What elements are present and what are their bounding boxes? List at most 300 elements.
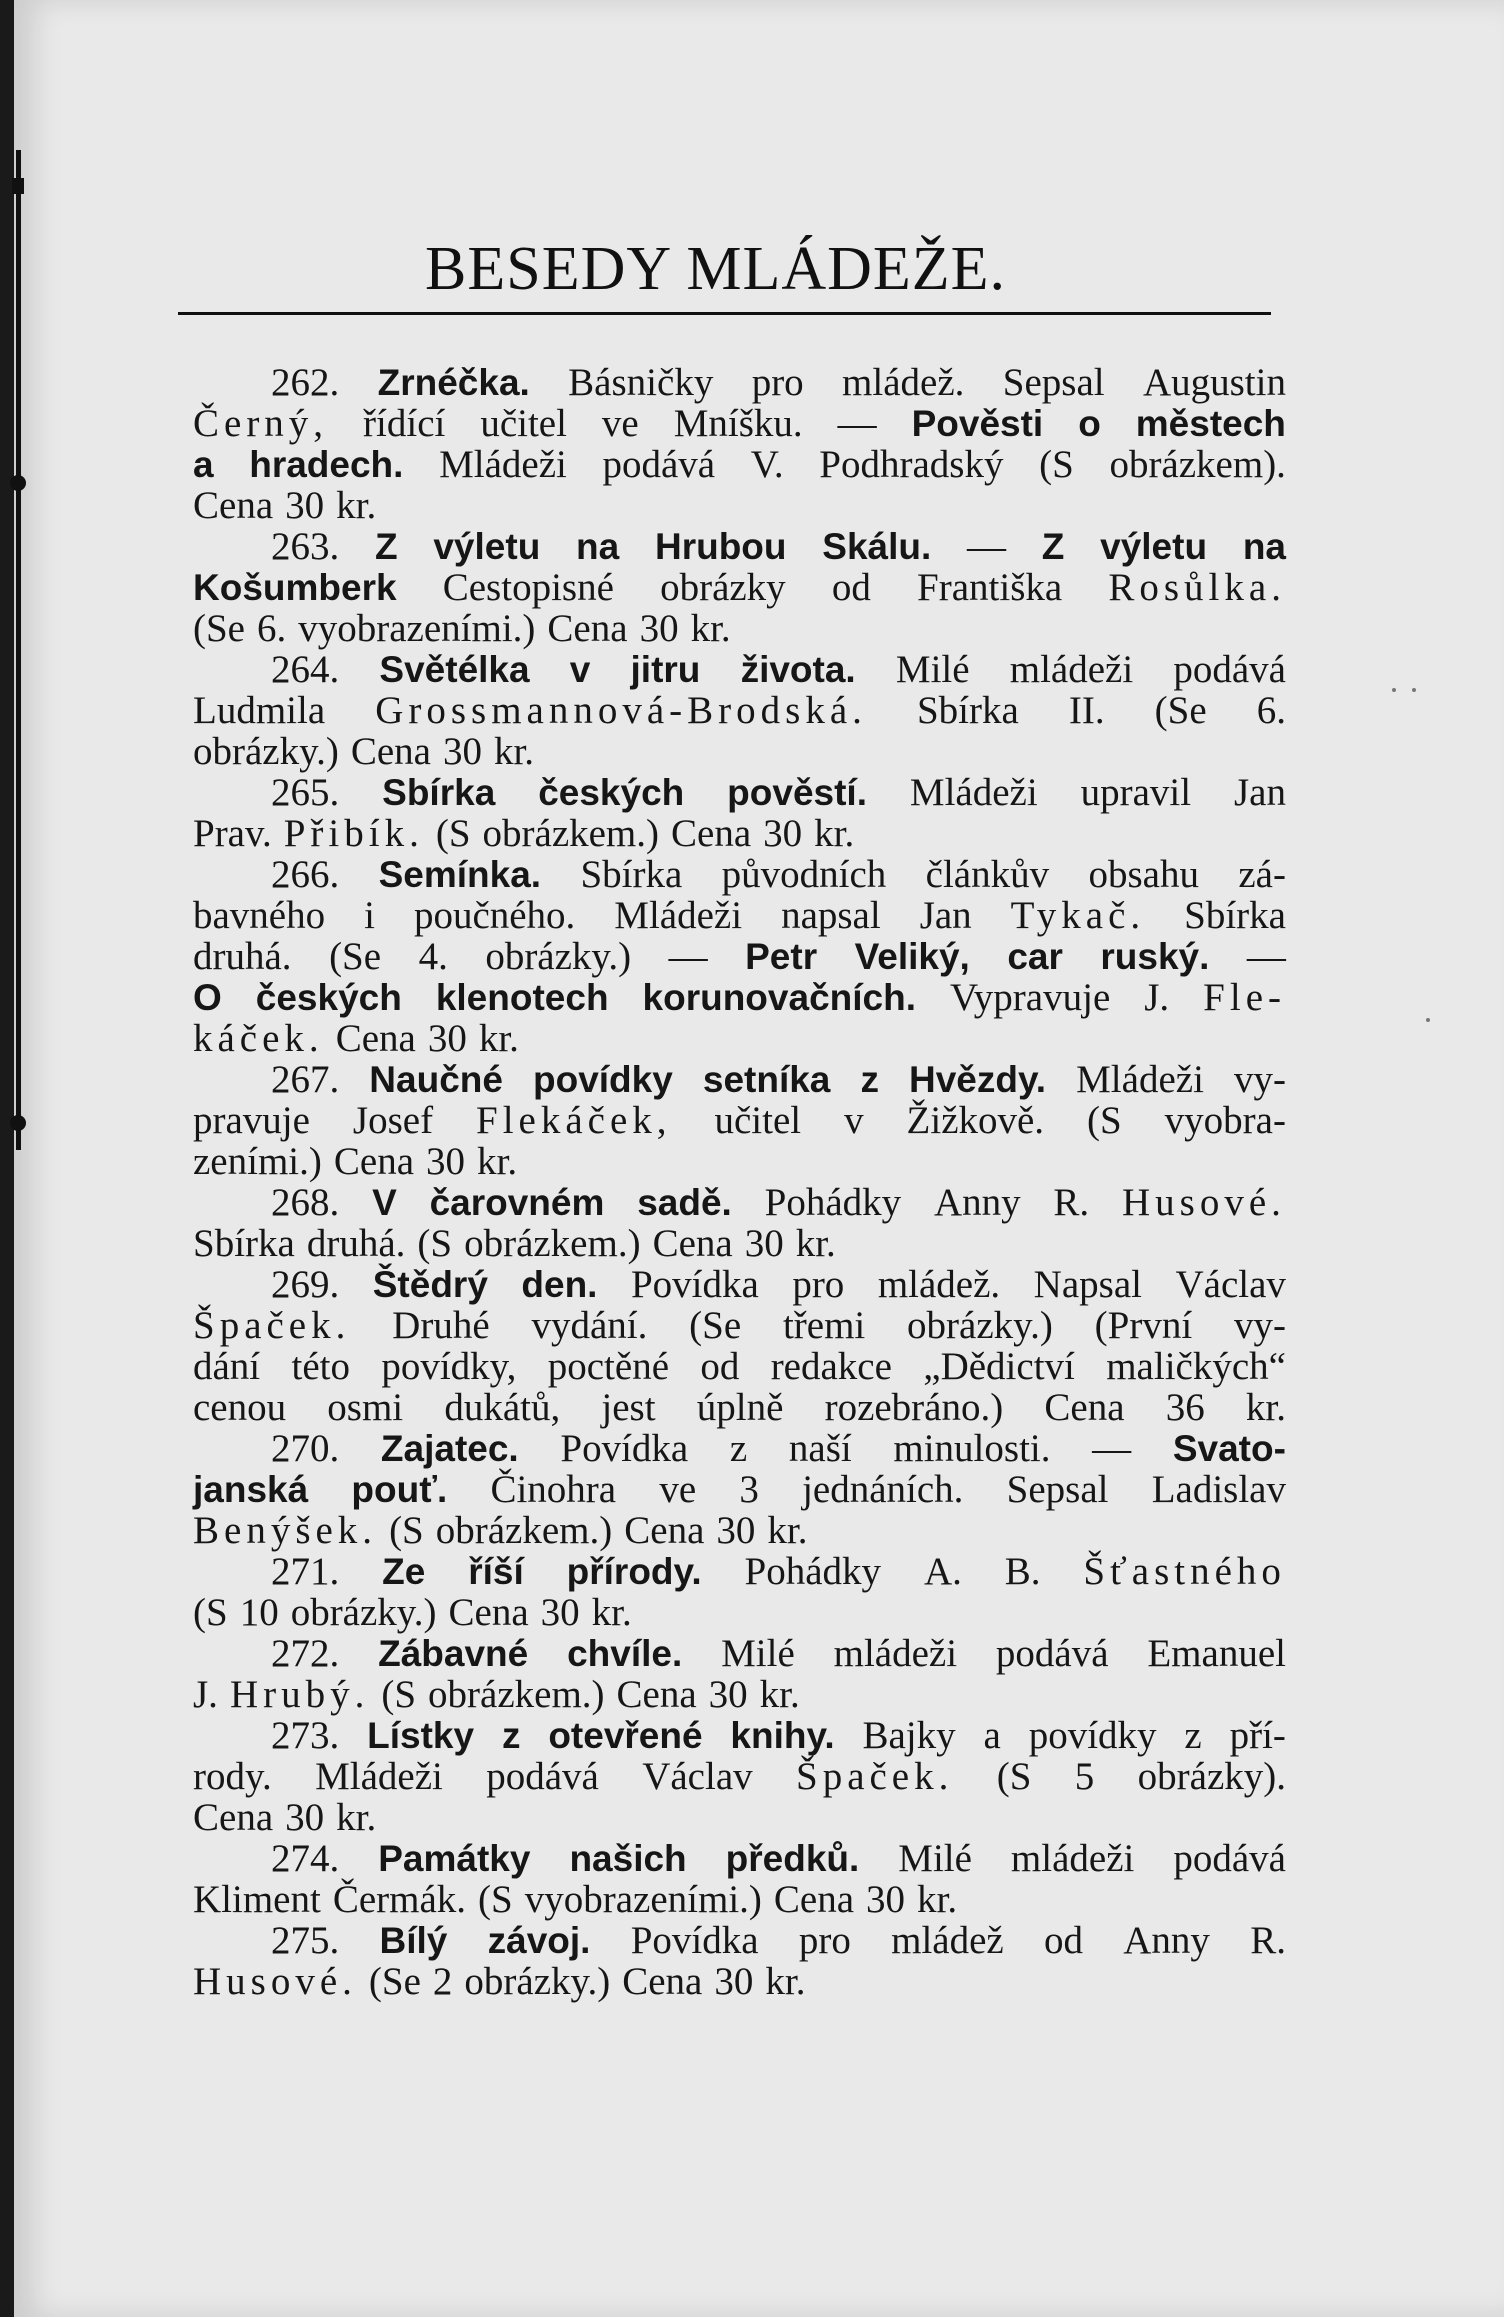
word: obrázky.) [485, 935, 632, 978]
text-line [193, 1018, 1286, 1059]
word: Josef [352, 1099, 434, 1142]
catalog-text [193, 362, 1286, 2002]
word: naší [788, 1427, 852, 1470]
title-word: v [569, 649, 591, 690]
word: učitel [714, 1099, 802, 1142]
text-line [193, 1469, 1286, 1510]
text-line [193, 1592, 1286, 1633]
word: vy- [1233, 1304, 1286, 1347]
word: Cena [193, 1796, 274, 1839]
word: jednáních. [802, 1468, 964, 1511]
word: Cena [624, 1509, 705, 1552]
word: Pohádky [764, 1181, 902, 1224]
word: káček. [193, 1017, 324, 1060]
word: Emanuel [1147, 1632, 1286, 1675]
word: 4. [418, 935, 448, 978]
title-word: povídky [533, 1059, 673, 1100]
title-word: Svato- [1172, 1428, 1286, 1469]
text-line [193, 362, 1286, 403]
page-heading: BESEDY MLÁDEŽE. [425, 235, 1006, 303]
word: obrázky.) [193, 730, 339, 773]
word: kr. [767, 1509, 808, 1552]
title-word: O [193, 977, 222, 1018]
title-word: Z [1041, 526, 1065, 567]
text-line [193, 1674, 1286, 1715]
word: zá- [1238, 853, 1286, 896]
word: 275. [271, 1919, 340, 1962]
word: 36 [1165, 1386, 1205, 1429]
word: 6. [257, 607, 287, 650]
word: Mládeži [614, 894, 743, 937]
word: Činohra [490, 1468, 617, 1511]
word: 30 [866, 1878, 906, 1921]
word: kr. [814, 812, 855, 855]
text-line [193, 1879, 1286, 1920]
word: kr. [336, 484, 377, 527]
word: od [700, 1345, 740, 1388]
title-word: knihy. [730, 1715, 835, 1756]
word: 271. [271, 1550, 340, 1593]
word: vydání. [531, 1304, 648, 1347]
word: kr. [477, 1140, 518, 1183]
text-line [193, 1920, 1286, 1961]
word: II. [1068, 689, 1105, 732]
word: mládeži [1009, 648, 1134, 691]
title-word: výletu [1100, 526, 1208, 567]
word: povídky [1028, 1714, 1157, 1757]
text-line [193, 1100, 1286, 1141]
title-word: Sbírka [382, 772, 496, 813]
heading-rule [178, 312, 1271, 315]
text-line [193, 813, 1286, 854]
word: Anny [933, 1181, 1021, 1224]
word: (Se [193, 607, 245, 650]
text-line [193, 977, 1286, 1018]
word: 30 [285, 1796, 325, 1839]
word: Milé [721, 1632, 795, 1675]
word: mládeži [1010, 1837, 1135, 1880]
text-line [193, 772, 1286, 813]
word: Cena [350, 730, 431, 773]
word: Kliment [193, 1878, 321, 1921]
word: učitel [480, 402, 567, 445]
word: 265. [271, 771, 340, 814]
word: článkův [925, 853, 1050, 896]
paper-speck [1412, 688, 1416, 692]
title-word: Zábavné [378, 1633, 529, 1674]
word: obrázkem). [1109, 443, 1286, 486]
title-word: hradech. [249, 444, 404, 485]
title-word: janská [193, 1469, 309, 1510]
title-word: V [372, 1182, 397, 1223]
word: Cena [333, 1140, 415, 1183]
word: podává [486, 1755, 599, 1798]
text-line [193, 1756, 1286, 1797]
word: Mládeži [439, 443, 567, 486]
word: Mládeži [315, 1755, 443, 1798]
word: pravuje [193, 1099, 310, 1142]
word: kr. [478, 1017, 519, 1060]
title-word: chvíle. [567, 1633, 683, 1674]
word: minulosti. [893, 1427, 1051, 1470]
word: 270. [271, 1427, 340, 1470]
word: obsahu [1088, 853, 1199, 896]
word: kr. [1245, 1386, 1286, 1429]
word: osmi [327, 1386, 404, 1429]
word: druhá. [193, 935, 292, 978]
word: Šťastného [1083, 1550, 1286, 1593]
title-word: na [1242, 526, 1286, 567]
word: 30 [285, 484, 325, 527]
word: Fle- [1203, 976, 1286, 1019]
word: Sbírka [1184, 894, 1286, 937]
word: — [1246, 935, 1286, 978]
binding-mark [12, 178, 24, 194]
word: 30 [426, 1140, 466, 1183]
text-line [193, 485, 1286, 526]
word: 30 [763, 812, 803, 855]
word: 272. [271, 1632, 340, 1675]
word: Františka [917, 566, 1063, 609]
word: Špaček. [193, 1304, 351, 1347]
text-line [193, 895, 1286, 936]
word: 262. [271, 361, 340, 404]
title-word: Naučné [369, 1059, 503, 1100]
title-word: Bílý [379, 1920, 448, 1961]
text-line [193, 526, 1286, 567]
word: pro [751, 361, 804, 404]
word: 6. [1256, 689, 1286, 732]
title-word: výletu [433, 526, 541, 567]
word: úplně [696, 1386, 784, 1429]
word: — [1092, 1427, 1132, 1470]
word: Milé [895, 648, 970, 691]
word: a [983, 1714, 1001, 1757]
word: podává [602, 443, 716, 486]
word: zeními.) [193, 1140, 322, 1183]
text-line [193, 1838, 1286, 1879]
text-line [193, 1305, 1286, 1346]
word: Cena [622, 1960, 703, 2003]
word: Sbírka [580, 853, 683, 896]
text-line [193, 1141, 1286, 1182]
word: Husové. [193, 1960, 357, 2003]
title-word: pouť. [351, 1469, 448, 1510]
word: 266. [271, 853, 340, 896]
word: poučného. [413, 894, 576, 937]
word: 30 [744, 1222, 784, 1265]
word: Bajky [862, 1714, 956, 1757]
word: obrázky.) [464, 1960, 611, 2003]
text-line [193, 608, 1286, 649]
word: Druhé [392, 1304, 490, 1347]
text-line [193, 1551, 1286, 1592]
word: Povídka [630, 1919, 759, 1962]
title-word: Ze [382, 1551, 426, 1592]
word: kr. [795, 1222, 836, 1265]
word: bavného [193, 894, 326, 937]
text-line [193, 854, 1286, 895]
word: Husové. [1122, 1181, 1286, 1224]
word: 264. [271, 648, 340, 691]
text-line [193, 936, 1286, 977]
word: kr. [493, 730, 535, 773]
word: Ladislav [1151, 1468, 1286, 1511]
text-line [193, 1428, 1286, 1469]
word: mládež. [877, 1263, 1001, 1306]
word: pří- [1229, 1714, 1286, 1757]
word: ve [601, 402, 639, 445]
title-word: čarovném [429, 1182, 605, 1223]
word: rozebráno.) [824, 1386, 1004, 1429]
word: J. [193, 1673, 218, 1716]
word: Cena [547, 607, 628, 650]
word: Benýšek. [193, 1509, 378, 1552]
word: (S [381, 1673, 417, 1716]
text-line [193, 1961, 1286, 2002]
word: Ludmila [193, 689, 326, 732]
word: vyobrazeními.) [298, 607, 536, 650]
title-word: našich [569, 1838, 687, 1879]
title-word: českých [255, 977, 402, 1018]
title-word: Skálu. [822, 526, 932, 567]
word: Povídka [560, 1427, 689, 1470]
word: — [967, 525, 1007, 568]
word: 269. [271, 1263, 340, 1306]
word: upravil [1080, 771, 1192, 814]
title-word: pověstí. [727, 772, 867, 813]
word: 30 [540, 1591, 580, 1634]
word: (S [1039, 443, 1074, 486]
title-word: Hvězdy. [908, 1059, 1047, 1100]
word: (Se [368, 1960, 421, 2003]
word: R. [1250, 1919, 1286, 1962]
title-word: Košumberk [193, 567, 397, 608]
word: Cena [616, 1673, 697, 1716]
word: pro [798, 1919, 851, 1962]
word: 30 [442, 730, 482, 773]
title-word: otevřené [548, 1715, 703, 1756]
word: (S [996, 1755, 1032, 1798]
word: A. [923, 1550, 962, 1593]
title-word: života. [740, 649, 856, 690]
word: Mládeži [1076, 1058, 1204, 1101]
word: podává [995, 1632, 1109, 1675]
word: povídky, [381, 1345, 517, 1388]
word: 268. [271, 1181, 340, 1224]
word: 263. [271, 525, 340, 568]
title-word: říší [468, 1551, 524, 1592]
text-line [193, 1264, 1286, 1305]
word: obrázkem.) [435, 1509, 613, 1552]
title-word: Petr [745, 936, 818, 977]
text-line [193, 1797, 1286, 1838]
word: Václav [642, 1755, 753, 1798]
word: kr. [591, 1591, 632, 1634]
word: i [364, 894, 375, 937]
word: obrázky [660, 566, 786, 609]
title-word: na [576, 526, 620, 567]
title-word: českých [538, 772, 685, 813]
text-line [193, 731, 1286, 772]
word: v [844, 1099, 864, 1142]
word: vyobrazeními.) [524, 1878, 762, 1921]
title-word: jitru [630, 649, 701, 690]
word: vyobra- [1164, 1099, 1286, 1142]
word: Sbírka [193, 1222, 295, 1265]
title-word: sadě. [637, 1182, 732, 1223]
word: Cena [193, 484, 274, 527]
title-word: Zajatec. [380, 1428, 519, 1469]
word: 30 [639, 607, 679, 650]
word: Augustin [1142, 361, 1286, 404]
word: Tykač. [1010, 894, 1146, 937]
title-word: korunovačních. [642, 977, 916, 1018]
word: R. [1053, 1181, 1090, 1224]
word: 273. [271, 1714, 340, 1757]
text-line [193, 690, 1286, 731]
word: kr. [917, 1878, 958, 1921]
word: od [1043, 1919, 1083, 1962]
paper-speck [1392, 688, 1396, 692]
word: druhá. [306, 1222, 406, 1265]
word: Sbírka [916, 689, 1019, 732]
word: dukátů, [444, 1386, 561, 1429]
text-line [193, 1059, 1286, 1100]
word: Sepsal [1002, 361, 1105, 404]
title-word: Pověsti [911, 403, 1044, 444]
word: Mládeži [909, 771, 1038, 814]
word: Grossmannová-Brodská. [375, 689, 867, 732]
word: pro [792, 1263, 845, 1306]
title-word: car [1007, 936, 1063, 977]
word: obrázkem.) [428, 1673, 605, 1716]
binding-hole [10, 475, 26, 491]
word: od [831, 566, 871, 609]
word: napsal [781, 894, 881, 937]
title-word: městech [1135, 403, 1286, 444]
word: Václav [1175, 1263, 1286, 1306]
word: Žižkově. [906, 1099, 1045, 1142]
word: (S [417, 1222, 453, 1265]
title-word: Z [375, 526, 398, 567]
word: Špaček. [796, 1755, 954, 1798]
binding-hole [10, 1115, 26, 1131]
paper-speck [1426, 1018, 1430, 1022]
word: Podhradský [819, 443, 1004, 486]
title-word: Semínka. [378, 854, 542, 895]
title-word: předků. [725, 1838, 860, 1879]
word: dání [193, 1345, 261, 1388]
word: ve [659, 1468, 697, 1511]
word: kr. [759, 1673, 800, 1716]
word: maličkých“ [1106, 1345, 1286, 1388]
word: Cena [1044, 1386, 1125, 1429]
text-line [193, 403, 1286, 444]
word: Sepsal [1006, 1468, 1109, 1511]
title-word: setníka [702, 1059, 831, 1100]
title-word: závoj. [487, 1920, 591, 1961]
word: „Dědictví [923, 1345, 1075, 1388]
title-word: z [860, 1059, 879, 1100]
word: původních [721, 853, 887, 896]
word: V. [750, 443, 784, 486]
title-word: Lístky [367, 1715, 475, 1756]
word: Cena [335, 1017, 416, 1060]
title-word: o [1078, 403, 1101, 444]
word: redakce [770, 1345, 892, 1388]
text-line [193, 1346, 1286, 1387]
word: z [1184, 1714, 1202, 1757]
word: cenou [193, 1386, 287, 1429]
word: kr. [765, 1960, 806, 2003]
word: Vypravuje [949, 976, 1111, 1019]
word: Přibík. [283, 812, 424, 855]
title-word: Památky [378, 1838, 531, 1879]
word: obrázky.) [907, 1304, 1053, 1347]
word: podává [1173, 648, 1286, 691]
word: 30 [714, 1960, 754, 2003]
word: Cena [773, 1878, 855, 1921]
word: třemi [782, 1304, 866, 1347]
word: Hrubý. [229, 1673, 370, 1716]
word: Prav. [193, 812, 272, 855]
title-word: Štědrý [372, 1264, 488, 1305]
word: Cena [671, 812, 752, 855]
word: obrázky). [1137, 1755, 1286, 1798]
word: obrázkem.) [482, 812, 660, 855]
word: této [291, 1345, 350, 1388]
word: (S [1087, 1099, 1122, 1142]
word: 267. [271, 1058, 340, 1101]
word: obrázky.) [290, 1591, 437, 1634]
word: (Se [329, 935, 382, 978]
word: Cena [448, 1591, 529, 1634]
word: 2 [432, 1960, 453, 2003]
word: kr. [336, 1796, 377, 1839]
word: Flekáček, [476, 1099, 672, 1142]
text-line [193, 1633, 1286, 1674]
title-word: Zrnéčka. [377, 362, 530, 403]
text-line [193, 1182, 1286, 1223]
word: rody. [193, 1755, 272, 1798]
word: řídící [363, 402, 446, 445]
word: 30 [708, 1673, 748, 1716]
word: Básničky [568, 361, 714, 404]
word: 30 [427, 1017, 467, 1060]
title-word: Veliký, [854, 936, 970, 977]
word: Černý, [193, 402, 329, 445]
word: (S [389, 1509, 424, 1552]
word: 274. [271, 1837, 340, 1880]
word: z [729, 1427, 748, 1470]
word: Cestopisné [442, 566, 614, 609]
word: 5 [1074, 1755, 1095, 1798]
word: (Se [689, 1304, 742, 1347]
word: Pohádky [744, 1550, 882, 1593]
text-line [193, 649, 1286, 690]
word: vy- [1233, 1058, 1286, 1101]
word: jest [601, 1386, 656, 1429]
title-word: ruský. [1100, 936, 1210, 977]
word: Anny [1123, 1919, 1210, 1962]
word: Rosůlka. [1108, 566, 1286, 609]
title-word: a [193, 444, 214, 485]
text-line [193, 1510, 1286, 1551]
word: 10 [239, 1591, 279, 1634]
word: (S [478, 1878, 513, 1921]
word: 30 [716, 1509, 756, 1552]
